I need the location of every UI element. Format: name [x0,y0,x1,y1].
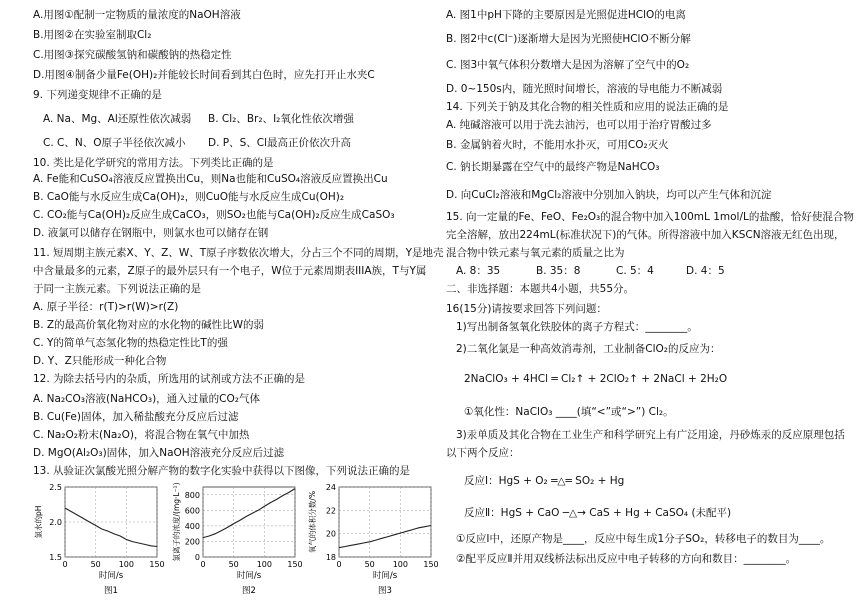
right-line-27: ②配平反应Ⅱ并用双线桥法标出反应中电子转移的方向和数目：________。 [456,553,797,565]
ph-chart-series-line [65,508,157,547]
right-line-6: B. 金属钠着火时，不能用水扑灭，可用CO₂灭火 [446,139,669,151]
left-line-16: 于同一主族元素。下列说法正确的是 [33,283,201,295]
right-line-13: B. 35：8 [536,265,581,277]
chloride-chart-xlabel: 时间/s [236,571,262,581]
right-line-24: 反应Ⅰ：HgS + O₂ ═△═ SO₂ + Hg [464,475,625,487]
left-line-24: C. Na₂O₂粉末(Na₂O)，将混合物在氧气中加热 [33,429,250,441]
oxygen-chart-xlabel: 时间/s [372,571,398,581]
left-line-5: A. Na、Mg、Al还原性依次减弱 [43,113,192,125]
right-line-4: 14. 下列关于钠及其化合物的相关性质和应用的说法正确的是 [446,101,729,113]
left-line-2: C.用图③探究碳酸氢钠和碳酸钠的热稳定性 [33,49,232,61]
chloride-chart-caption: 图2 [242,586,256,596]
ph-chart-xtick-3: 150 [149,560,165,569]
oxygen-chart-frame [339,487,431,557]
left-line-18: B. Z的最高价氧化物对应的水化物的碱性比W的弱 [33,319,264,331]
ph-chart [33,479,163,597]
right-line-5: A. 纯碱溶液可以用于洗去油污，也可以用于治疗胃酸过多 [446,119,712,131]
chloride-chart-ytick-3: 600 [184,506,200,516]
left-line-21: 12. 为除去括号内的杂质，所选用的试剂或方法不正确的是 [33,373,306,385]
right-line-22: 3)汞单质及其化合物在工业生产和科学研究上有广泛用途，丹砂炼汞的反应原理包括 [456,429,845,441]
oxygen-chart [307,479,437,597]
left-line-10: A. Fe能和CuSO₄溶液反应置换出Cu，则Na也能和CuSO₄溶液反应置换出Cu [33,173,388,185]
left-line-12: C. CO₂能与Ca(OH)₂反应生成CaCO₃，则SO₂也能与Ca(OH)₂反应生成CaSO₃ [33,209,395,221]
right-line-20: 2NaClO₃ + 4HCl ═ Cl₂↑ + 2ClO₂↑ + 2NaCl + 2H₂O [464,373,728,385]
ph-chart-ytick-1: 2.0 [49,518,62,527]
right-line-18: 1)写出制备氢氧化铁胶体的离子方程式：________。 [456,321,698,333]
chloride-chart-xtick-1: 50 [228,560,239,569]
right-line-1: B. 图2中c(Cl⁻)逐渐增大是因为光照使HClO不断分解 [446,33,691,45]
chloride-chart-series-line [203,489,295,538]
chloride-chart-xtick-0: 0 [200,560,206,569]
oxygen-chart-ytick-0: 18 [325,553,336,562]
right-line-14: C. 5：4 [616,265,654,277]
chloride-chart-frame [203,487,295,557]
chloride-chart-ytick-0: 0 [194,553,200,562]
ph-chart-ylabel: 氯水的pH [34,505,43,539]
left-line-20: D. Y、Z只能形成一种化合物 [33,355,167,367]
left-line-19: C. Y的简单气态氢化物的热稳定性比T的强 [33,337,228,349]
chloride-chart-ylabel: 氯离子的浓度/(mg·L⁻¹) [172,482,181,562]
left-line-0: A.用图①配制一定物质的量浓度的NaOH溶液 [33,9,241,21]
left-line-15: 中含量最多的元素，Z原子的最外层只有一个电子，W位于元素周期表IIIA族，T与Y属 [33,265,427,277]
right-line-10: 完全溶解，放出224mL(标准状况下)的气体。所得溶液中加入KSCN溶液无红色出现， [446,229,845,241]
ph-chart-xlabel: 时间/s [98,571,124,581]
right-line-2: C. 图3中氧气体积分数增大是因为溶解了空气中的O₂ [446,59,690,71]
ph-chart-xtick-2: 100 [118,560,134,569]
oxygen-chart-xtick-1: 50 [364,560,375,569]
left-line-13: D. 液氯可以储存在钢瓶中，则氯水也可以储存在钢 [33,227,269,239]
oxygen-chart-xtick-2: 100 [392,560,408,569]
right-line-21: ①氧化性：NaClO₃ ____(填“<”或“>”) Cl₂。 [464,406,674,418]
right-line-12: A. 8：35 [456,265,501,277]
left-line-11: B. CaO能与水反应生成Ca(OH)₂，则CuO能与水反应生成Cu(OH)₂ [33,191,345,203]
left-line-1: B.用图②在实验室制取Cl₂ [33,29,152,41]
left-line-14: 11. 短周期主族元素X、Y、Z、W、T原子序数依次增大，分占三个不同的周期，Y是地壳 [33,247,444,259]
oxygen-chart-xtick-0: 0 [336,560,342,569]
right-line-11: 混合物中铁元素与氧元素的质量之比为 [446,247,625,259]
right-line-7: C. 钠长期暴露在空气中的最终产物是NaHCO₃ [446,161,660,173]
right-line-0: A. 图1中pH下降的主要原因是光照促进HClO的电离 [446,9,686,21]
chloride-chart-ytick-1: 200 [184,537,200,547]
oxygen-chart-series-line [339,526,431,548]
ph-chart-ytick-0: 1.5 [49,553,62,562]
left-line-17: A. 原子半径：r(T)>r(W)>r(Z) [33,301,179,313]
chloride-chart-ytick-4: 800 [184,490,200,500]
ph-chart-xtick-0: 0 [62,560,68,569]
oxygen-chart-ytick-2: 22 [325,506,336,516]
right-line-9: 15. 向一定量的Fe、FeO、Fe₂O₃的混合物中加入100mL 1mol/L的盐酸，恰好使混合物 [446,211,854,223]
right-line-16: 二、非选择题：本题共4小题，共55分。 [446,283,635,295]
chloride-chart-xtick-3: 150 [287,560,303,569]
left-line-22: A. Na₂CO₃溶液(NaHCO₃)，通入过量的CO₂气体 [33,393,260,405]
left-line-8: D. P、S、Cl最高正价依次升高 [208,137,352,149]
oxygen-chart-caption: 图3 [378,586,392,596]
left-line-23: B. Cu(Fe)固体，加入稀盐酸充分反应后过滤 [33,411,239,423]
left-line-6: B. Cl₂、Br₂、I₂氧化性依次增强 [208,113,354,125]
chloride-chart-ytick-2: 400 [184,521,200,531]
left-line-26: 13. 从验证次氯酸光照分解产物的数字化实验中获得以下图像，下列说法正确的是 [33,465,411,477]
left-line-25: D. MgO(Al₂O₃)固体，加入NaOH溶液充分反应后过滤 [33,447,285,459]
oxygen-chart-ytick-1: 20 [325,529,336,539]
chloride-chart-xtick-2: 100 [256,560,272,569]
charts-row [33,449,438,607]
right-line-3: D. 0~150s内，随光照时间增长，溶液的导电能力不断减弱 [446,83,723,95]
right-line-19: 2)二氧化氯是一种高效消毒剂，工业制备ClO₂的反应为： [456,343,721,355]
oxygen-chart-xtick-3: 150 [423,560,439,569]
chloride-chart [171,479,301,597]
left-line-4: 9. 下列递变规律不正确的是 [33,89,162,101]
right-line-23: 以下两个反应： [446,447,520,459]
right-line-25: 反应Ⅱ：HgS + CaO ─△→ CaS + Hg + CaSO₄ (未配平) [464,507,732,519]
oxygen-chart-ylabel: 氧气的体积分数/% [308,490,317,554]
left-line-7: C. C、N、O原子半径依次减小 [43,137,186,149]
left-line-9: 10. 类比是化学研究的常用方法。下列类比正确的是 [33,157,274,169]
ph-chart-ytick-2: 2.5 [49,483,62,492]
right-line-17: 16(15分)请按要求回答下列问题： [446,303,607,315]
right-line-26: ①反应Ⅰ中，还原产物是____，反应中每生成1分子SO₂，转移电子的数目为____。 [456,533,831,545]
left-line-3: D.用图④制备少量Fe(OH)₂并能较长时间看到其白色时，应先打开止水夹C [33,69,375,81]
right-line-8: D. 向CuCl₂溶液和MgCl₂溶液中分别加入钠块，均可以产生气体和沉淀 [446,189,772,201]
oxygen-chart-ytick-3: 24 [325,483,336,492]
ph-chart-caption: 图1 [104,586,118,596]
ph-chart-xtick-1: 50 [90,560,101,569]
right-line-15: D. 4：5 [686,265,725,277]
